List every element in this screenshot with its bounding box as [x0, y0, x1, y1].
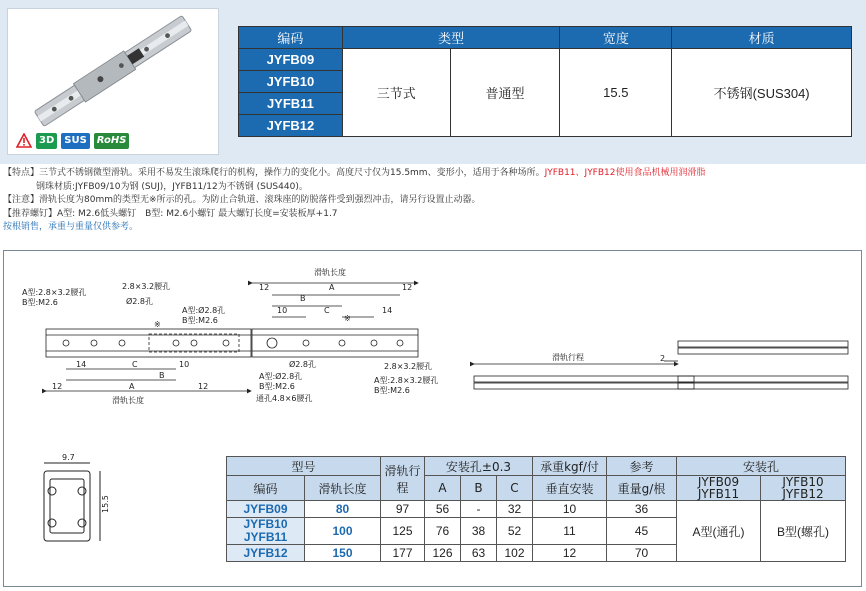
spec-header-material: 材质 [672, 27, 852, 49]
badge-row [16, 133, 129, 149]
lbl-mark: ※ [154, 320, 161, 329]
dims-h-B: B [461, 476, 497, 501]
lbl-a-type-slot: A型:2.8×3.2腰孔 [22, 288, 87, 297]
row-a-type: A型(通孔) [677, 501, 761, 562]
product-header-panel [0, 0, 866, 164]
note-feature-red: JYFB11、JYFB12使用食品机械用润滑脂 [544, 168, 706, 178]
dims-h-ref: 参考 [607, 457, 677, 476]
dims-h-rail-len: 滑轨长度 [305, 476, 381, 501]
row-len: 80 [305, 501, 381, 518]
lbl-stroke: 滑轨行程 [552, 353, 584, 362]
note-feature [3, 167, 863, 181]
lbl-rail-length-bottom: 滑轨长度 [112, 396, 144, 405]
rail-top-view-right [252, 283, 418, 357]
lbl-slot-r: 2.8×3.2腰孔 [384, 362, 433, 371]
slide-rail-photo [8, 9, 218, 134]
dims-h-model: 型号 [227, 457, 381, 476]
lbl-dim-B: B [300, 294, 306, 303]
lbl-a-type-hole: A型:Ø2.8孔 [182, 306, 226, 315]
row-load: 11 [533, 518, 607, 545]
lbl-dim-155: 15.5 [101, 495, 110, 513]
rail-cross-section [44, 463, 100, 541]
row-A: 76 [425, 518, 461, 545]
lbl-b-type-m26-3: B型:M2.6 [259, 382, 295, 391]
row-weight: 45 [607, 518, 677, 545]
row-code: JYFB09 [227, 501, 305, 518]
dims-h-g2: JYFB10 JYFB12 [761, 476, 846, 501]
lbl-a-type-hole-2: A型:Ø2.8孔 [259, 372, 303, 381]
warning-icon [16, 133, 32, 149]
drawing-panel [3, 250, 862, 587]
row-load: 10 [533, 501, 607, 518]
note-caution: 【注意】滑轨长度为80mm的类型无※所示的孔。为防止合轨道、滚珠座的防脱落件受到强烈冲击，请另行设置止动器。 [3, 195, 481, 205]
notes-block [3, 167, 863, 235]
row-B: - [461, 501, 497, 518]
row-code: JYFB12 [227, 545, 305, 562]
lbl-dim-A2: A [129, 382, 135, 391]
dims-h-weight: 重量g/根 [607, 476, 677, 501]
lbl-hole-2: Ø2.8孔 [289, 360, 317, 369]
row-weight: 70 [607, 545, 677, 562]
dims-h-install: 安装孔 [677, 457, 846, 476]
row-C: 102 [497, 545, 533, 562]
dims-h-stroke: 滑轨行程 [381, 457, 425, 501]
lbl-dim-10: 10 [277, 306, 288, 315]
row-stroke: 97 [381, 501, 425, 518]
row-C: 52 [497, 518, 533, 545]
row-len: 100 [305, 518, 381, 545]
row-b-type: B型(螺孔) [761, 501, 846, 562]
spec-code: JYFB09 [239, 49, 343, 71]
lbl-a-type-slot-r: A型:2.8×3.2腰孔 [374, 376, 439, 385]
dims-h-load: 承重kgf/付 [533, 457, 607, 476]
product-photo [7, 8, 219, 155]
spec-header-type: 类型 [342, 27, 560, 49]
spec-header-width: 宽度 [560, 27, 672, 49]
spec-width: 15.5 [560, 49, 672, 137]
lbl-dim-12c: 12 [52, 382, 63, 391]
lbl-dim-12: 12 [259, 283, 270, 292]
lbl-dim-A: A [329, 283, 335, 292]
lbl-dim-2: 2 [660, 354, 666, 363]
row-C: 32 [497, 501, 533, 518]
lbl-dim-12d: 12 [198, 382, 209, 391]
dims-h-holes: 安装孔±0.3 [425, 457, 533, 476]
row-A: 126 [425, 545, 461, 562]
lbl-dim-10b: 10 [179, 360, 190, 369]
spec-sections: 三节式 [342, 49, 450, 137]
lbl-dim-14: 14 [382, 306, 393, 315]
note-feature-text: 【特点】三节式不锈钢微型滑轨。采用不易发生滚珠爬行的机构，操作力的变化小。高度尺寸仅为15.5mm、变形小，适用于各种场所。 [3, 168, 545, 178]
lbl-dim-97: 9.7 [62, 453, 75, 462]
spec-material: 不锈钢(SUS304) [672, 49, 852, 137]
row-stroke: 125 [381, 518, 425, 545]
lbl-b-type-r: B型:M2.6 [374, 386, 410, 395]
spec-code: JYFB11 [239, 93, 343, 115]
dims-h-A: A [425, 476, 461, 501]
lbl-slot: 2.8×3.2腰孔 [122, 282, 171, 291]
note-screws: 【推荐螺钉】A型: M2.6低头螺钉 B型: M2.6小螺钉 最大螺钉长度=安装板厚+1.7 [3, 208, 338, 219]
dims-h-C: C [497, 476, 533, 501]
spec-type: 普通型 [450, 49, 560, 137]
lbl-dim-14b: 14 [76, 360, 87, 369]
lbl-hole: Ø2.8孔 [126, 297, 154, 306]
spec-code: JYFB12 [239, 115, 343, 137]
row-load: 12 [533, 545, 607, 562]
lbl-b-type-m26: B型:M2.6 [22, 298, 58, 307]
spec-code: JYFB10 [239, 71, 343, 93]
dims-h-g1: JYFB09 JYFB11 [677, 476, 761, 501]
dims-h-vertical: 垂直安装 [533, 476, 607, 501]
lbl-mark-2: ※ [344, 314, 351, 323]
table-row [227, 501, 846, 518]
rail-side-view [474, 341, 848, 389]
lbl-dim-C: C [324, 306, 330, 315]
row-B: 63 [461, 545, 497, 562]
lbl-dim-12b: 12 [402, 283, 413, 292]
lbl-b-type-m26-2: B型:M2.6 [182, 316, 218, 325]
spec-header-code: 编码 [239, 27, 343, 49]
row-B: 38 [461, 518, 497, 545]
lbl-rail-length-top: 滑轨长度 [314, 268, 346, 277]
dims-h-code: 编码 [227, 476, 305, 501]
spec-table [238, 26, 852, 137]
row-stroke: 177 [381, 545, 425, 562]
badge-sus: SUS [61, 133, 90, 149]
dimension-table [226, 456, 846, 562]
row-code: JYFB10 JYFB11 [227, 518, 305, 545]
row-weight: 36 [607, 501, 677, 518]
row-A: 56 [425, 501, 461, 518]
lbl-dim-C2: C [132, 360, 138, 369]
note-ball-material: 钢珠材质:JYFB09/10为钢 (SUJ)，JYFB11/12为不锈钢 (SUS440)。 [36, 181, 308, 192]
row-len: 150 [305, 545, 381, 562]
lbl-through-hole: 通孔4.8×6腰孔 [256, 394, 313, 403]
badge-3d: 3D [36, 133, 57, 149]
note-sales: 按根销售，承重与重量仅供参考。 [3, 222, 139, 232]
lbl-dim-B2: B [159, 371, 165, 380]
badge-rohs: RoHS [94, 133, 130, 149]
